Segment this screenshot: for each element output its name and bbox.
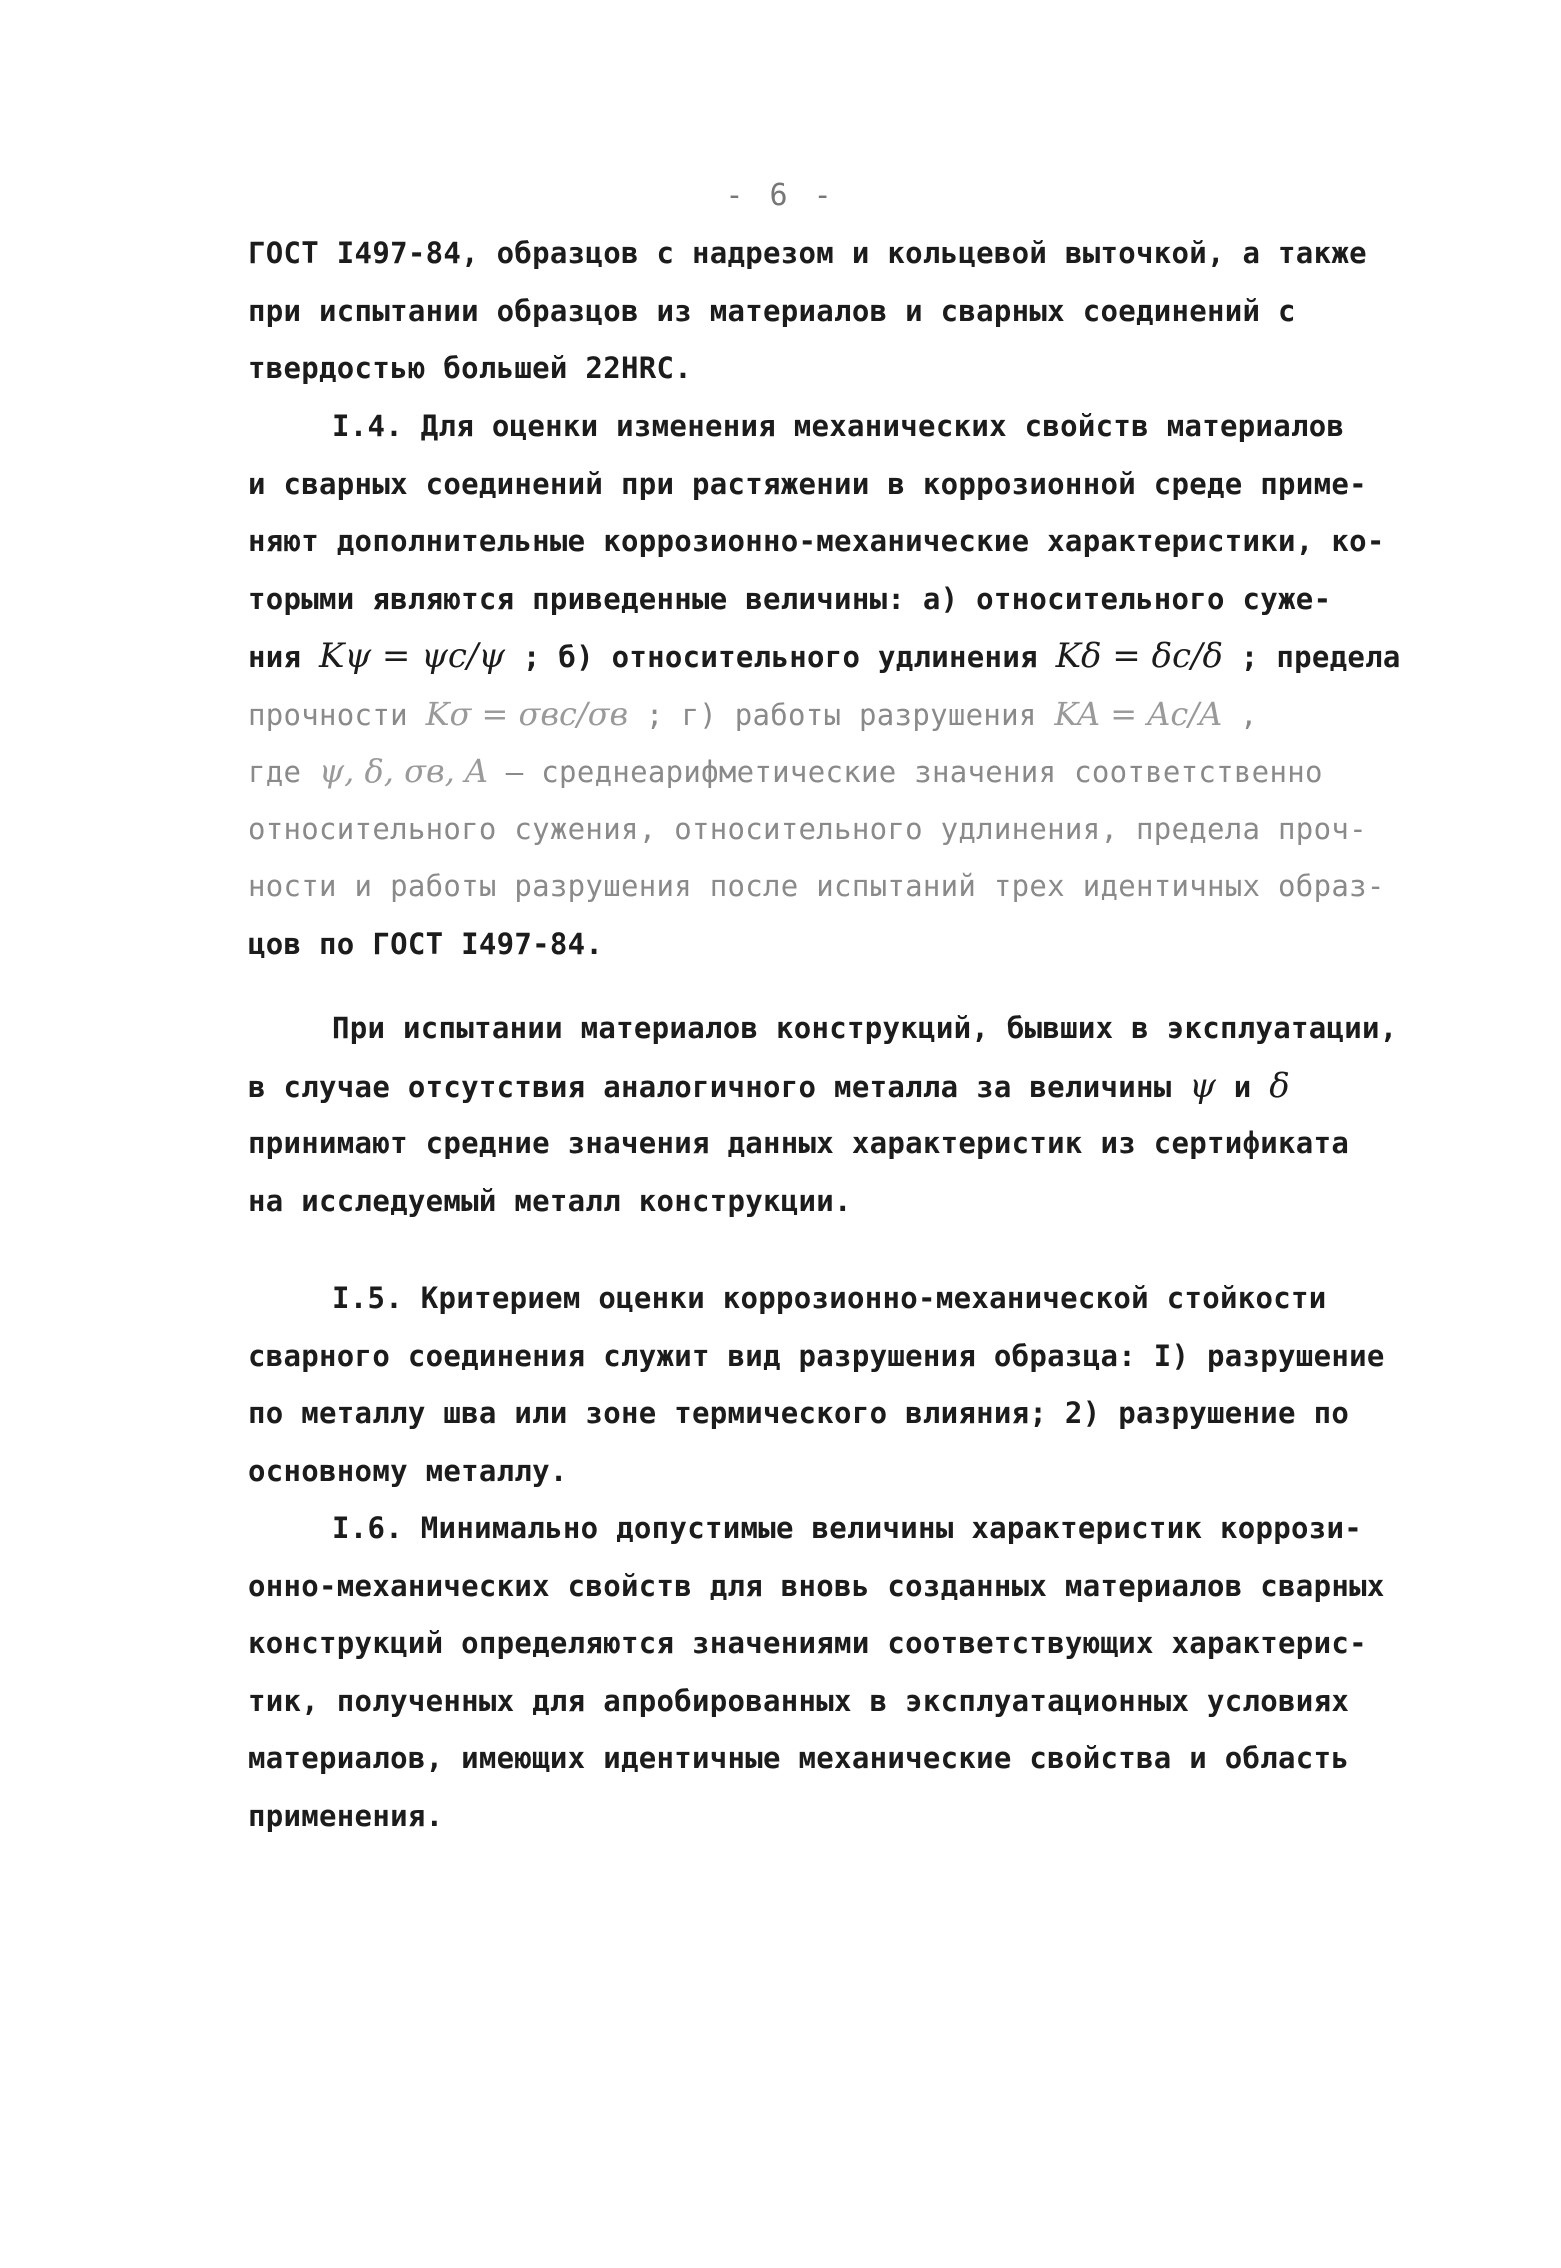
section-1-5 (248, 1270, 1408, 1500)
section-1-6 (248, 1500, 1408, 1845)
text-line-formulas (248, 686, 1408, 744)
formula-k-sigma: Kσ = σвс/σв (425, 694, 629, 733)
text-line: материалов, имеющих идентичные механические свойства и область (248, 1741, 1350, 1775)
text-line-formulas (248, 1058, 1408, 1116)
section-heading-line: I.6. Минимально допустимые величины характеристик коррози- (332, 1511, 1363, 1545)
text-fragment: в случае отсутствия аналогичного металла за величины (248, 1069, 1172, 1104)
symbol-psi: ψ (1189, 1065, 1216, 1106)
text-line: сварного соединения служит вид разрушения образца: I) разрушение (248, 1338, 1385, 1373)
text-line-formulas (248, 628, 1408, 686)
symbol-delta: δ (1269, 1065, 1290, 1106)
text-line: няют дополнительные коррозионно-механические характеристики, ко- (248, 524, 1385, 558)
formula-k-delta: Kδ = δc/δ (1055, 636, 1224, 676)
text-line: торыми являются приведенные величины: а) относительного суже- (248, 581, 1332, 616)
text-line: ГОСТ I497-84, образцов с надрезом и кольцевой выточкой, а также (248, 236, 1367, 270)
text-fragment: ; предела (1240, 640, 1401, 674)
text-fragment: прочности (248, 697, 408, 732)
section-heading-line: I.4. Для оценки изменения механических свойств материалов (332, 409, 1345, 443)
text-line: ности и работы разрушения после испытаний трех идентичных образ- (248, 869, 1385, 903)
text-line: При испытании материалов конструкций, бывших в эксплуатации, (332, 1011, 1398, 1045)
text-line: онно-механических свойств для вновь созданных материалов сварных (248, 1568, 1385, 1603)
text-fragment: где (248, 755, 302, 789)
text-fragment: , (1239, 697, 1258, 732)
section-heading-line: I.5. Критерием оценки коррозионно-механической стойкости (332, 1281, 1327, 1315)
formula-k-psi: Kψ = ψc/ψ (319, 636, 506, 676)
text-fragment: и (1233, 1069, 1252, 1104)
text-fragment: ; г) работы разрушения (645, 697, 1037, 732)
text-fragment: ния (248, 640, 302, 674)
text-line: и сварных соединений при растяжении в коррозионной среде приме- (248, 466, 1367, 501)
text-line: при испытании образцов из материалов и сварных соединений с (248, 293, 1296, 328)
text-line: на исследуемый металл конструкции. (248, 1183, 852, 1218)
text-fragment: – среднеарифметические значения соответственно (505, 755, 1323, 789)
text-line: конструкций определяются значениями соответствующих характерис- (248, 1626, 1367, 1660)
text-line: по металлу шва или зоне термического влияния; 2) разрушение по (248, 1396, 1350, 1430)
text-line: тик, полученных для апробированных в эксплуатационных условиях (248, 1683, 1350, 1718)
text-line: относительного сужения, относительного удлинения, предела проч- (248, 811, 1367, 846)
section-1-4 (248, 398, 1408, 973)
text-fragment: ; б) относительного удлинения (522, 640, 1038, 674)
text-line: принимают средние значения данных характеристик из сертификата (248, 1126, 1350, 1160)
text-line-formulas (248, 743, 1408, 801)
page-number: - 6 - (725, 178, 836, 213)
formula-k-a: KA = Ac/A (1054, 694, 1223, 733)
text-line: твердостью большей 22HRC. (248, 351, 692, 385)
paragraph-intro (248, 225, 1408, 398)
text-line: применения. (248, 1798, 444, 1833)
paragraph-exploitation (248, 1000, 1408, 1230)
formula-symbols: ψ, δ, σв, A (319, 752, 489, 790)
text-line: основному металлу. (248, 1453, 568, 1488)
text-line: цов по ГОСТ I497-84. (248, 926, 604, 961)
